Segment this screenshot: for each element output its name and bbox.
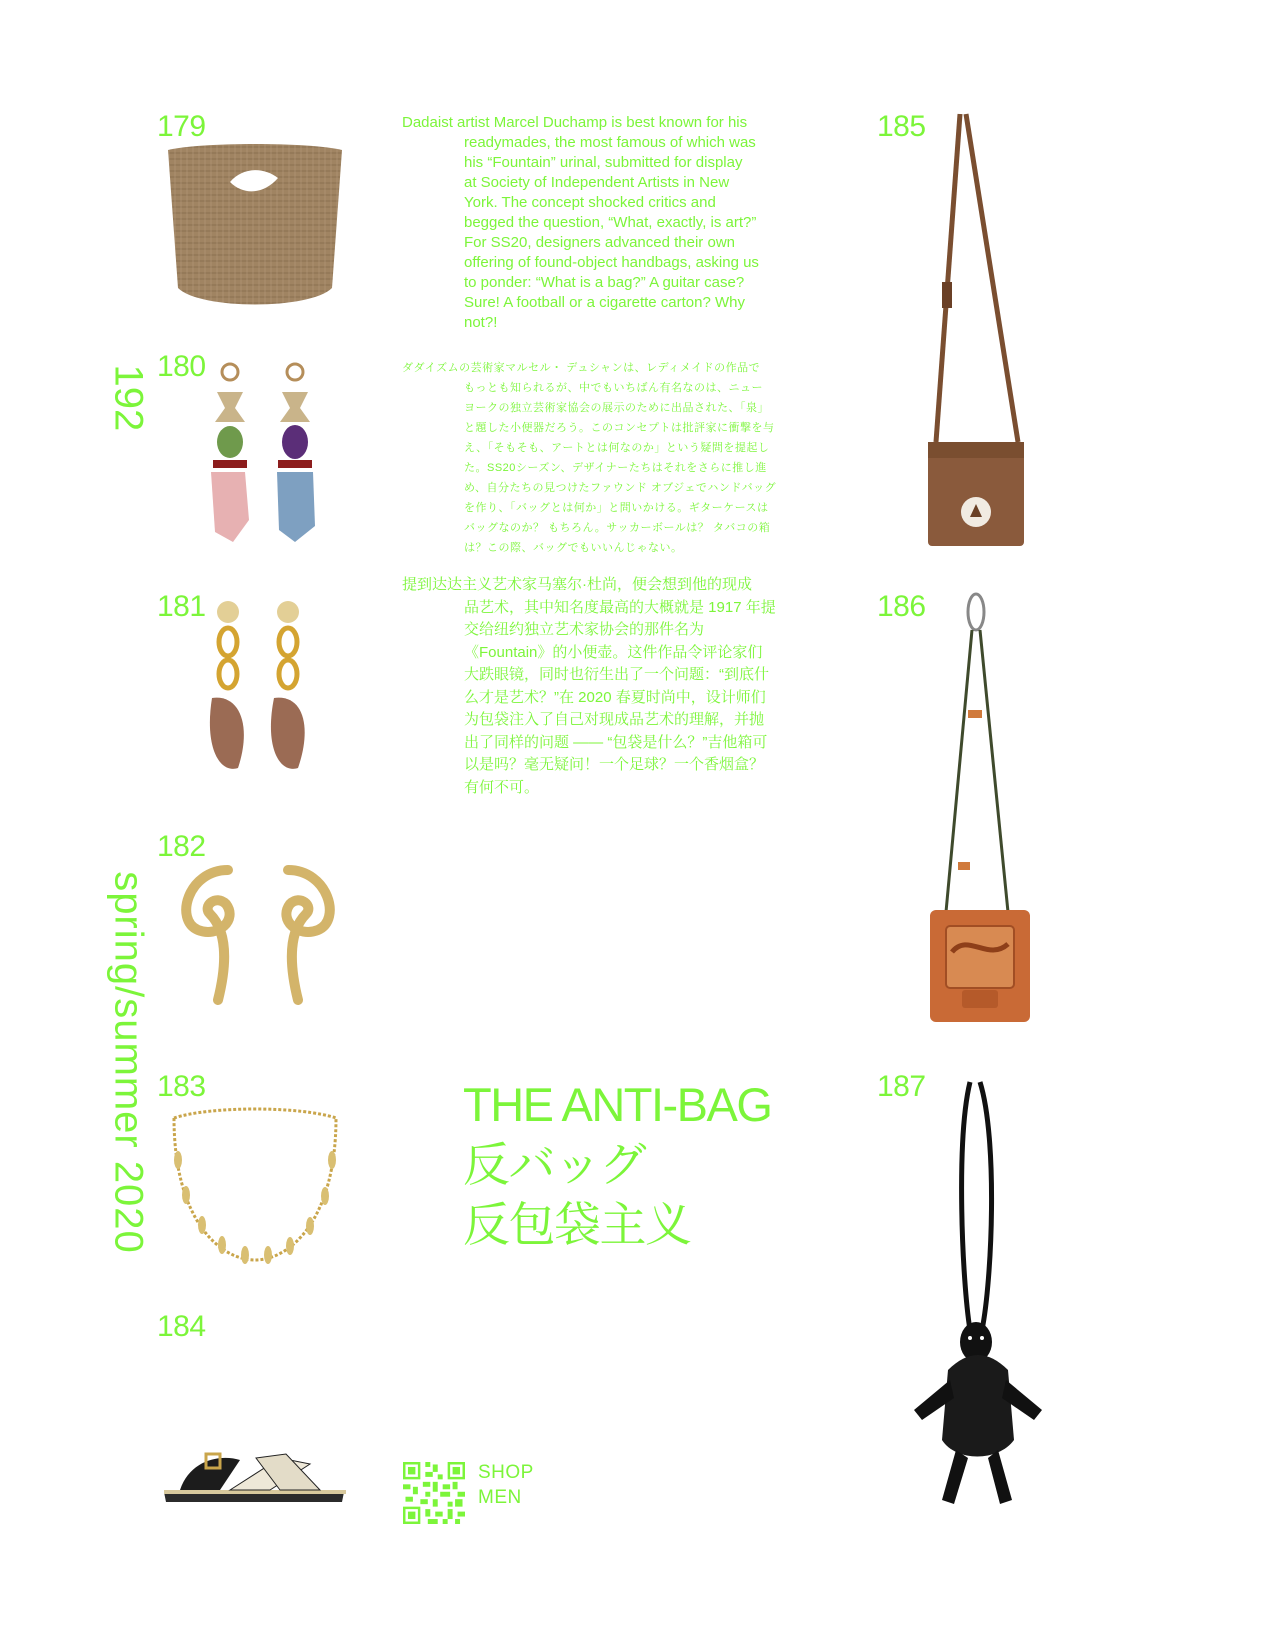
english-line: his “Fountain” urinal, submitted for display bbox=[464, 154, 743, 171]
japanese-line: た。SS20シーズン、デザイナーたちはそれをさらに推し進 bbox=[464, 462, 767, 474]
english-line: York. The concept shocked critics and bbox=[464, 194, 716, 211]
english-line: readymades, the most famous of which was bbox=[464, 134, 756, 151]
title-chinese: 反包袋主义 bbox=[463, 1198, 691, 1251]
shop-label: SHOP bbox=[478, 1462, 534, 1483]
item-number-182: 182 bbox=[157, 830, 206, 863]
english-paragraph bbox=[402, 113, 802, 333]
japanese-line: もっとも知られるが、中でもいちばん有名なのは、ニュー bbox=[464, 382, 763, 394]
men-label: MEN bbox=[478, 1487, 522, 1508]
japanese-line: ダダイズムの芸術家マルセル・ デュシャンは、レディメイドの作品で bbox=[402, 362, 761, 374]
shell-charm-necklace-image bbox=[160, 1100, 350, 1270]
shop-men-link[interactable] bbox=[478, 1460, 534, 1510]
gold-swirl-earrings-image bbox=[168, 860, 348, 1010]
japanese-line: え、「そもそも、アートとは何なのか」という疑問を提起し bbox=[464, 442, 770, 454]
english-line: For SS20, designers advanced their own bbox=[464, 234, 735, 251]
item-number-183: 183 bbox=[157, 1070, 206, 1103]
japanese-line: は？この際、バッグでもいいんじゃない。 bbox=[464, 542, 683, 554]
chinese-line: 有何不可。 bbox=[464, 778, 540, 796]
item-number-179: 179 bbox=[157, 110, 206, 143]
chinese-line: 以是吗？毫无疑问！一个足球？一个香烟盒？ bbox=[464, 756, 765, 773]
english-line: at Society of Independent Artists in New bbox=[464, 174, 730, 191]
black-figure-bag-image bbox=[908, 1080, 1048, 1520]
chinese-line: 么才是艺术？”在 2020 春夏时尚中，设计师们 bbox=[464, 688, 766, 706]
japanese-line: を作り、「バッグとは何か」と問いかける。ギターケースは bbox=[464, 502, 769, 514]
item-number-185: 185 bbox=[877, 110, 926, 143]
english-line: to ponder: “What is a bag?” A guitar case? bbox=[464, 274, 745, 291]
english-line: begged the question, “What, exactly, is art?” bbox=[464, 214, 757, 231]
orange-pouch-bag-image bbox=[918, 592, 1038, 1032]
item-number-181: 181 bbox=[157, 590, 206, 623]
chinese-line: 《Fountain》的小便壶。这件作品令评论家们 bbox=[464, 643, 763, 661]
page-number: 192 bbox=[106, 364, 151, 432]
item-number-187: 187 bbox=[877, 1070, 926, 1103]
english-line: not?! bbox=[464, 314, 498, 331]
english-line: Dadaist artist Marcel Duchamp is best known for his bbox=[402, 114, 748, 131]
crossover-sandal-image bbox=[160, 1440, 350, 1510]
brown-box-bag-image bbox=[918, 112, 1038, 552]
chinese-line: 大跌眼镜，同时也衍生出了一个问题：“到底什 bbox=[464, 666, 769, 683]
japanese-line: め、自分たちの見つけたファウンド オブジェでハンドバッグ bbox=[464, 482, 777, 494]
chinese-line: 品艺术，其中知名度最高的大概就是 1917 年提 bbox=[464, 598, 776, 616]
japanese-line: バッグなのか？ もちろん。サッカーボールは？ タバコの箱 bbox=[464, 522, 771, 534]
title-japanese: 反バッグ bbox=[463, 1138, 645, 1191]
japanese-line: と題した小便器だろう。このコンセプトは批評家に衝撃を与 bbox=[464, 422, 775, 434]
chinese-paragraph bbox=[402, 574, 802, 799]
item-number-184: 184 bbox=[157, 1310, 206, 1343]
chinese-line: 交给纽约独立艺术家协会的那件名为 bbox=[464, 621, 705, 638]
item-number-180: 180 bbox=[157, 350, 206, 383]
chinese-line: 提到达达主义艺术家马塞尔·杜尚，便会想到他的现成 bbox=[402, 576, 752, 593]
season-label: spring/summer 2020 bbox=[106, 871, 151, 1254]
japanese-line: ヨークの独立芸術家協会の展示のために出品された、「泉」 bbox=[464, 402, 769, 414]
item-number-186: 186 bbox=[877, 590, 926, 623]
english-line: Sure! A football or a cigarette carton? Why bbox=[464, 294, 745, 311]
english-line: offering of found-object handbags, asking us bbox=[464, 254, 759, 271]
japanese-paragraph bbox=[402, 358, 802, 558]
chinese-line: 为包袋注入了自己对现成品艺术的理解，并抛 bbox=[464, 711, 765, 728]
straw-tote-bag-image bbox=[160, 138, 350, 318]
chain-drop-earrings-image bbox=[200, 598, 320, 788]
title-english: THE ANTI-BAG bbox=[463, 1078, 772, 1131]
section-title bbox=[463, 1075, 771, 1255]
stone-drop-earrings-image bbox=[195, 360, 345, 555]
chinese-line: 出了同样的问题 —— “包袋是什么？”吉他箱可 bbox=[464, 733, 768, 751]
qr-code-icon[interactable] bbox=[403, 1462, 465, 1524]
